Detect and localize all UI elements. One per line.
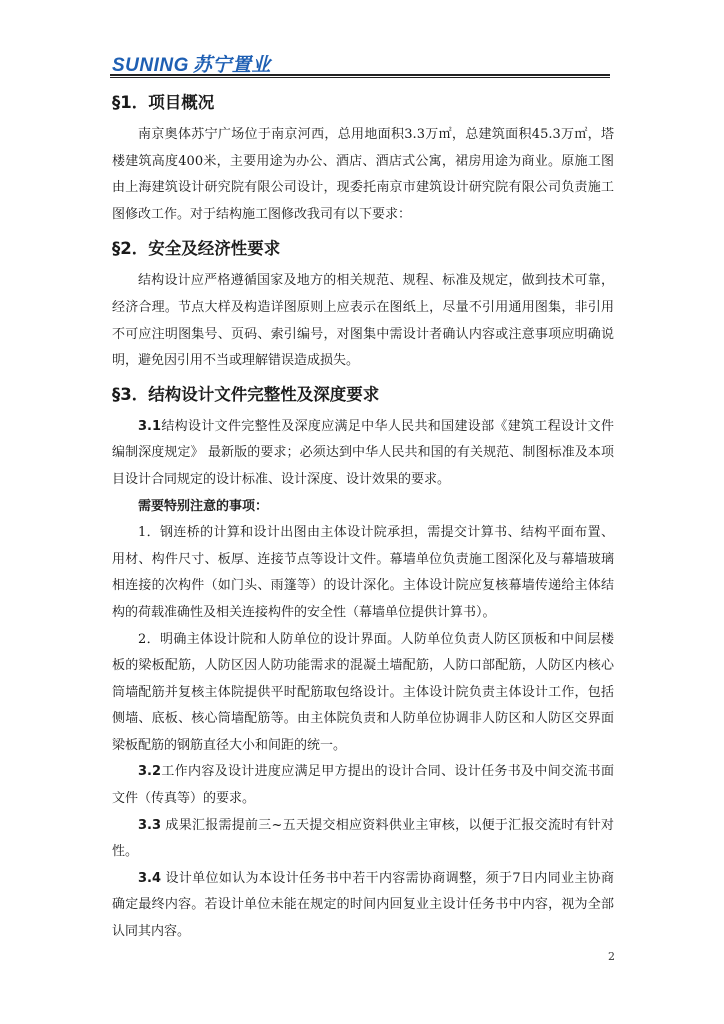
clause-3-1	[112, 414, 614, 494]
section-2-title: §2．安全及经济性要求	[112, 239, 281, 259]
header-divider	[110, 74, 610, 76]
clause-3-2-text: 工作内容及设计进度应满足甲方提出的设计合同、设计任务书及中间交流书面文件（传真等）的要求。	[112, 764, 614, 807]
header-divider-thin	[110, 77, 610, 78]
clause-3-3-number: 3.3	[138, 817, 162, 833]
special-notes-heading: 需要特别注意的事项：	[138, 498, 269, 514]
clause-3-3	[112, 813, 614, 866]
note-item-2: 2．明确主体设计院和人防单位的设计界面。人防单位负责人防区顶板和中间层楼板的梁板配筋，人防区因人防功能需求的混凝土墙配筋，人防口部配筋，人防区内核心筒墙配筋并复核主体院提供平时配筋取包络设计。主体设计院负责主体设计工作，包括侧墙、底板、核心筒墙配筋等。由主体院负责和人防单位协调非人防区和人防区交界面梁板配筋的钢筋直径大小和间距的统一。	[112, 631, 614, 753]
clause-3-2-number: 3.2	[138, 764, 162, 780]
clause-3-1-text: 结构设计文件完整性及深度应满足中华人民共和国建设部《建筑工程设计文件编制深度规定》 最新版的要求；必须达到中华人民共和国的有关规范、制图标准及本项目设计合同规定的设计标准、设计深度、设计效果的要求。	[112, 418, 614, 487]
section-1-paragraph: 南京奥体苏宁广场位于南京河西，总用地面积3.3万㎡，总建筑面积45.3万㎡，塔楼建筑高度400米，主要用途为办公、酒店、酒店式公寓，裙房用途为商业。原施工图由上海建筑设计研究院有限公司设计，现委托南京市建筑设计研究院有限公司负责施工图修改工作。对于结构施工图修改我司有以下要求：	[112, 127, 614, 222]
logo-text-cn: 苏宁置业	[192, 55, 271, 76]
page-header	[0, 0, 724, 80]
page-number: 2	[608, 950, 615, 963]
clause-3-4	[112, 866, 614, 946]
note-item-1: 1．钢连桥的计算和设计出图由主体设计院承担，需提交计算书、结构平面布置、用材、构件尺寸、板厚、连接节点等设计文件。幕墙单位负责施工图深化及与幕墙玻璃相连接的次构件（如门头、雨篷等）的设计深化。主体设计院应复核幕墙传递给主体结构的荷载准确性及相关连接构件的安全性（幕墙单位提供计算书）。	[112, 525, 614, 620]
section-3-title: §3．结构设计文件完整性及深度要求	[112, 384, 380, 404]
section-1-title: §1．项目概况	[112, 93, 215, 112]
clause-3-1-number: 3.1	[138, 418, 162, 434]
suning-logo	[112, 50, 271, 77]
clause-3-4-number: 3.4	[138, 870, 162, 886]
clause-3-3-text: 成果汇报需提前三~五天提交相应资料供业主审核，以便于汇报交流时有针对性。	[112, 817, 614, 860]
section-2-paragraph: 结构设计应严格遵循国家及地方的相关规范、规程、标准及规定，做到技术可靠，经济合理。节点大样及构造详图原则上应表示在图纸上，尽量不引用通用图集，非引用不可应注明图集号、页码、索引编号，对图集中需设计者确认内容或注意事项应明确说明，避免因引用不当或理解错误造成损失。	[112, 273, 614, 369]
logo-text-en: SUNING	[112, 55, 189, 76]
clause-3-4-text: 设计单位如认为本设计任务书中若干内容需协商调整，须于7日内同业主协商确定最终内容。若设计单位未能在规定的时间内回复业主设计任务书中内容，视为全部认同其内容。	[112, 870, 614, 940]
clause-3-2	[112, 759, 614, 812]
document-body	[112, 88, 614, 946]
